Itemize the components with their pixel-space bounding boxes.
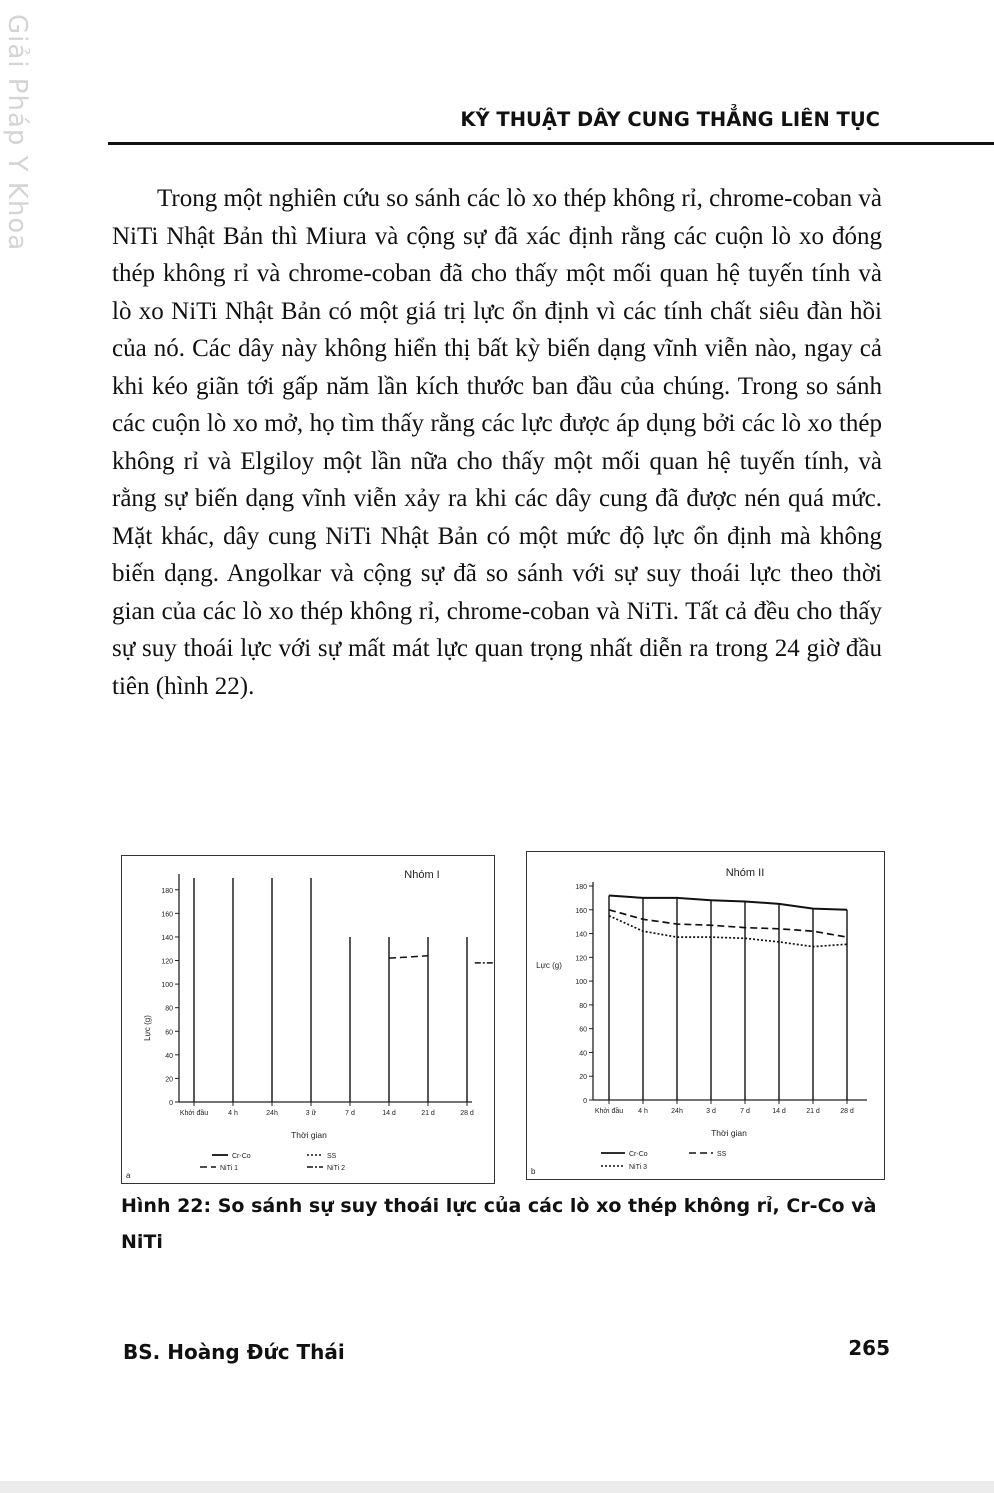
y-tick-label: 160 bbox=[161, 911, 173, 919]
y-tick-label: 180 bbox=[161, 887, 173, 895]
y-tick-label: 100 bbox=[575, 979, 587, 987]
legend-label: NiTi 3 bbox=[629, 1164, 648, 1171]
x-tick-label: 28 d bbox=[460, 1110, 474, 1117]
scan-bottom-band bbox=[0, 1481, 994, 1493]
header-rule bbox=[108, 142, 994, 145]
y-tick-label: 60 bbox=[579, 1026, 587, 1034]
y-tick-label: 100 bbox=[161, 982, 173, 990]
legend-label: SS bbox=[717, 1151, 727, 1158]
y-tick-label: 40 bbox=[165, 1052, 173, 1060]
x-tick-label: 3 ữ bbox=[305, 1110, 317, 1117]
watermark: Giải Pháp Y Khoa bbox=[2, 14, 32, 252]
series-fragment bbox=[389, 956, 428, 958]
y-tick-label: 120 bbox=[575, 955, 587, 963]
y-tick-label: 40 bbox=[579, 1050, 587, 1058]
chart-title: Nhóm I bbox=[404, 869, 440, 881]
panel-label: a bbox=[126, 1171, 131, 1180]
x-tick-label: 3 d bbox=[706, 1108, 716, 1115]
x-tick-label: 14 d bbox=[382, 1110, 396, 1117]
x-tick-label: 7 d bbox=[740, 1108, 750, 1115]
series-line bbox=[609, 910, 847, 937]
body-paragraph: Trong một nghiên cứu so sánh các lò xo thép không rỉ, chrome-coban và NiTi Nhật Bản thì Miura và cộng sự đã xác định rằng các cuộn lò xo đóng thép không rỉ và chrome-coban đã cho thấy một mối quan hệ tuyến tính và lò xo NiTi Nhật Bản có một giá trị lực ổn định vì các tính chất siêu đàn hồi của nó. Các dây này không hiển thị bất kỳ biến dạng vĩnh viễn nào, ngay cả khi kéo giãn tới gấp năm lần kích thước ban đầu của chúng. Trong so sánh các cuộn lò xo mở, họ tìm thấy rằng các lực được áp dụng bởi các lò xo thép không rỉ và Elgiloy một lần nữa cho thấy một mối quan hệ tuyến tính, và rằng sự biến dạng vĩnh viễn xảy ra khi các dây cung đã được nén quá mức. Mặt khác, dây cung NiTi Nhật Bản có một mức độ lực ổn định mà không biến dạng. Angolkar và cộng sự đã so sánh với sự suy thoái lực theo thời gian của các lò xo thép không rỉ, chrome-coban và NiTi. Tất cả đều cho thấy sự suy thoái lực với sự mất mát lực quan trọng nhất diễn ra trong 24 giờ đầu tiên (hình 22). bbox=[112, 185, 882, 700]
y-tick-label: 140 bbox=[575, 931, 587, 939]
chart-b-svg bbox=[527, 852, 884, 1179]
y-tick-label: 0 bbox=[169, 1100, 173, 1107]
x-axis-label: Thời gian bbox=[291, 1130, 327, 1140]
legend-label: Cr-Co bbox=[232, 1153, 251, 1160]
y-tick-label: 80 bbox=[165, 1005, 173, 1013]
y-tick-label: 20 bbox=[579, 1074, 587, 1082]
x-tick-label: 7 d bbox=[345, 1110, 355, 1117]
x-tick-label: 4 h bbox=[638, 1108, 648, 1115]
legend-label: Cr-Co bbox=[629, 1151, 648, 1158]
legend-label: NiTi 2 bbox=[327, 1165, 346, 1172]
y-axis-label: Lực (g) bbox=[536, 961, 562, 970]
footer-author: BS. Hoàng Đức Thái bbox=[123, 1340, 345, 1364]
chart-panel-a bbox=[121, 855, 495, 1184]
x-axis-label: Thời gian bbox=[711, 1128, 747, 1138]
page-number: 265 bbox=[848, 1336, 890, 1360]
y-tick-label: 0 bbox=[583, 1098, 587, 1105]
x-tick-label: 24h bbox=[671, 1108, 683, 1115]
legend-label: SS bbox=[327, 1153, 337, 1160]
y-tick-label: 160 bbox=[575, 907, 587, 915]
y-axis-label: Lực (g) bbox=[143, 1015, 152, 1041]
y-tick-label: 20 bbox=[165, 1076, 173, 1084]
running-header: KỸ THUẬT DÂY CUNG THẲNG LIÊN TỤC bbox=[460, 108, 880, 131]
y-tick-label: 60 bbox=[165, 1029, 173, 1037]
y-tick-label: 180 bbox=[575, 884, 587, 891]
series-line bbox=[609, 896, 847, 910]
x-tick-label: 14 d bbox=[772, 1108, 786, 1115]
x-tick-label: Khởi đầu bbox=[594, 1108, 624, 1115]
x-tick-label: 4 h bbox=[228, 1110, 238, 1117]
panel-label: b bbox=[531, 1167, 536, 1176]
x-tick-label: 21 d bbox=[421, 1110, 435, 1117]
x-tick-label: 28 d bbox=[840, 1108, 854, 1115]
legend-label: NiTi 1 bbox=[220, 1165, 239, 1172]
chart-a-svg bbox=[122, 856, 494, 1183]
y-tick-label: 120 bbox=[161, 958, 173, 966]
chart-panel-b bbox=[526, 851, 885, 1180]
x-tick-label: 21 d bbox=[806, 1108, 820, 1115]
y-tick-label: 140 bbox=[161, 934, 173, 942]
y-tick-label: 80 bbox=[579, 1002, 587, 1010]
x-tick-label: 24h bbox=[266, 1110, 278, 1117]
figure-caption: Hình 22: So sánh sự suy thoái lực của các lò xo thép không rỉ, Cr-Co và NiTi bbox=[121, 1195, 877, 1253]
chart-title: Nhóm II bbox=[725, 867, 765, 879]
x-tick-label: Khởi đầu bbox=[179, 1110, 209, 1117]
